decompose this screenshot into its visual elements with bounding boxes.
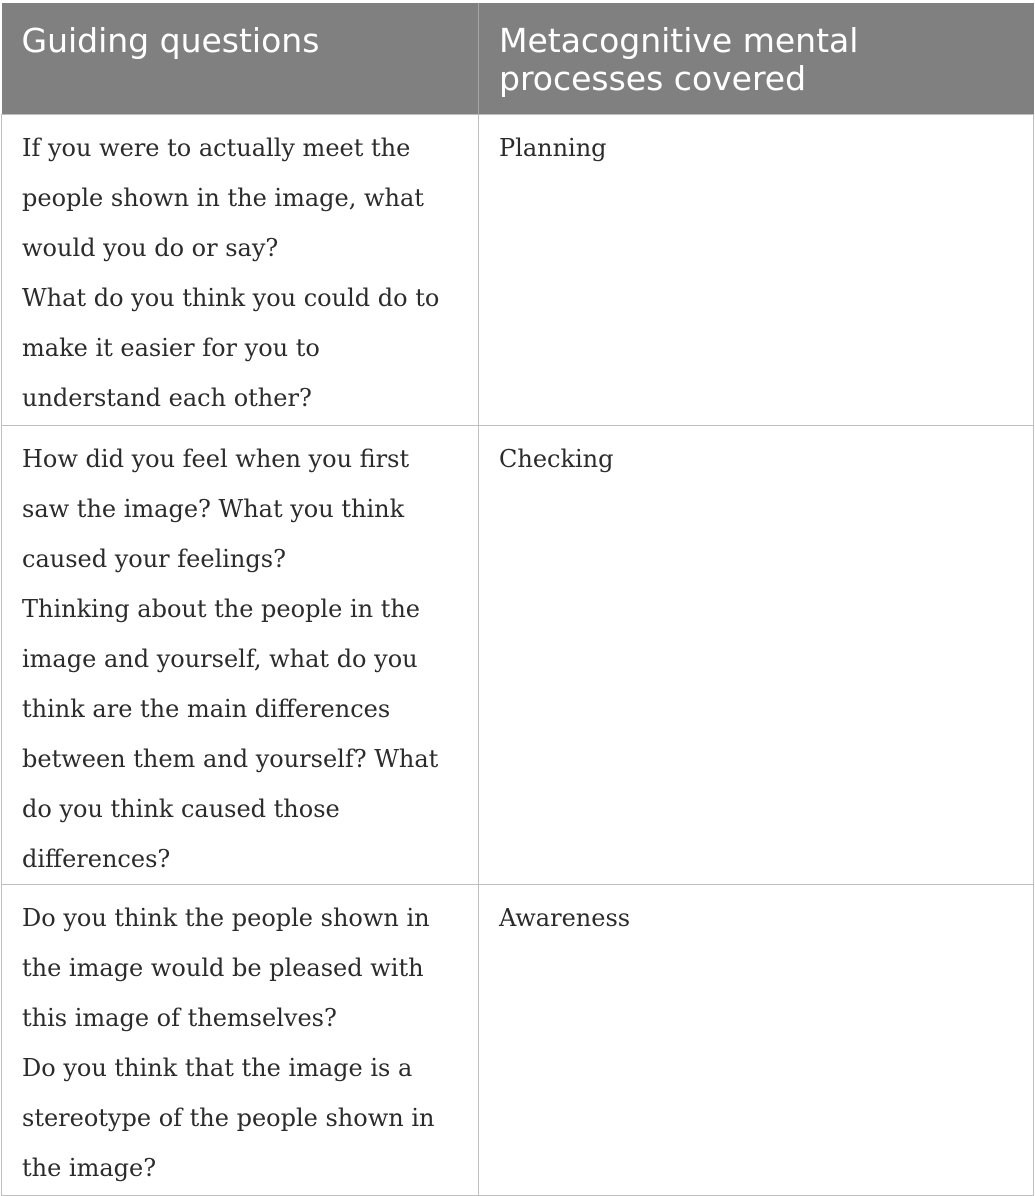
process-cell: Planning bbox=[479, 114, 1034, 425]
question-text: If you were to actually meet the people shown in the image, what would you do or say? bbox=[22, 133, 424, 262]
question-text: How did you feel when you first saw the image? What you think caused your feelings? bbox=[22, 444, 410, 573]
table-body bbox=[2, 114, 1034, 1195]
guiding-questions-table bbox=[1, 3, 1034, 1196]
question-text: Do you think the people shown in the image would be pleased with this image of themselves? bbox=[22, 903, 430, 1032]
table-row bbox=[2, 425, 1034, 884]
table-row bbox=[2, 114, 1034, 425]
questions-cell bbox=[2, 425, 479, 884]
header-metacognitive-processes: Metacognitive mental processes covered bbox=[499, 21, 859, 98]
header-guiding-questions: Guiding questions bbox=[2, 3, 479, 114]
header-row bbox=[2, 3, 1034, 114]
questions-cell bbox=[2, 114, 479, 425]
question-text: What do you think you could do to make it easier for you to understand each other? bbox=[22, 283, 440, 412]
process-cell: Checking bbox=[479, 425, 1034, 884]
question-text: Thinking about the people in the image and yourself, what do you think are the main differences between them and yourself? What do you think caused those differences? bbox=[22, 594, 439, 873]
table-header bbox=[2, 3, 1034, 114]
table-row bbox=[2, 884, 1034, 1195]
question-text: Do you think that the image is a stereotype of the people shown in the image? bbox=[22, 1053, 435, 1182]
questions-cell bbox=[2, 884, 479, 1195]
process-cell: Awareness bbox=[479, 884, 1034, 1195]
